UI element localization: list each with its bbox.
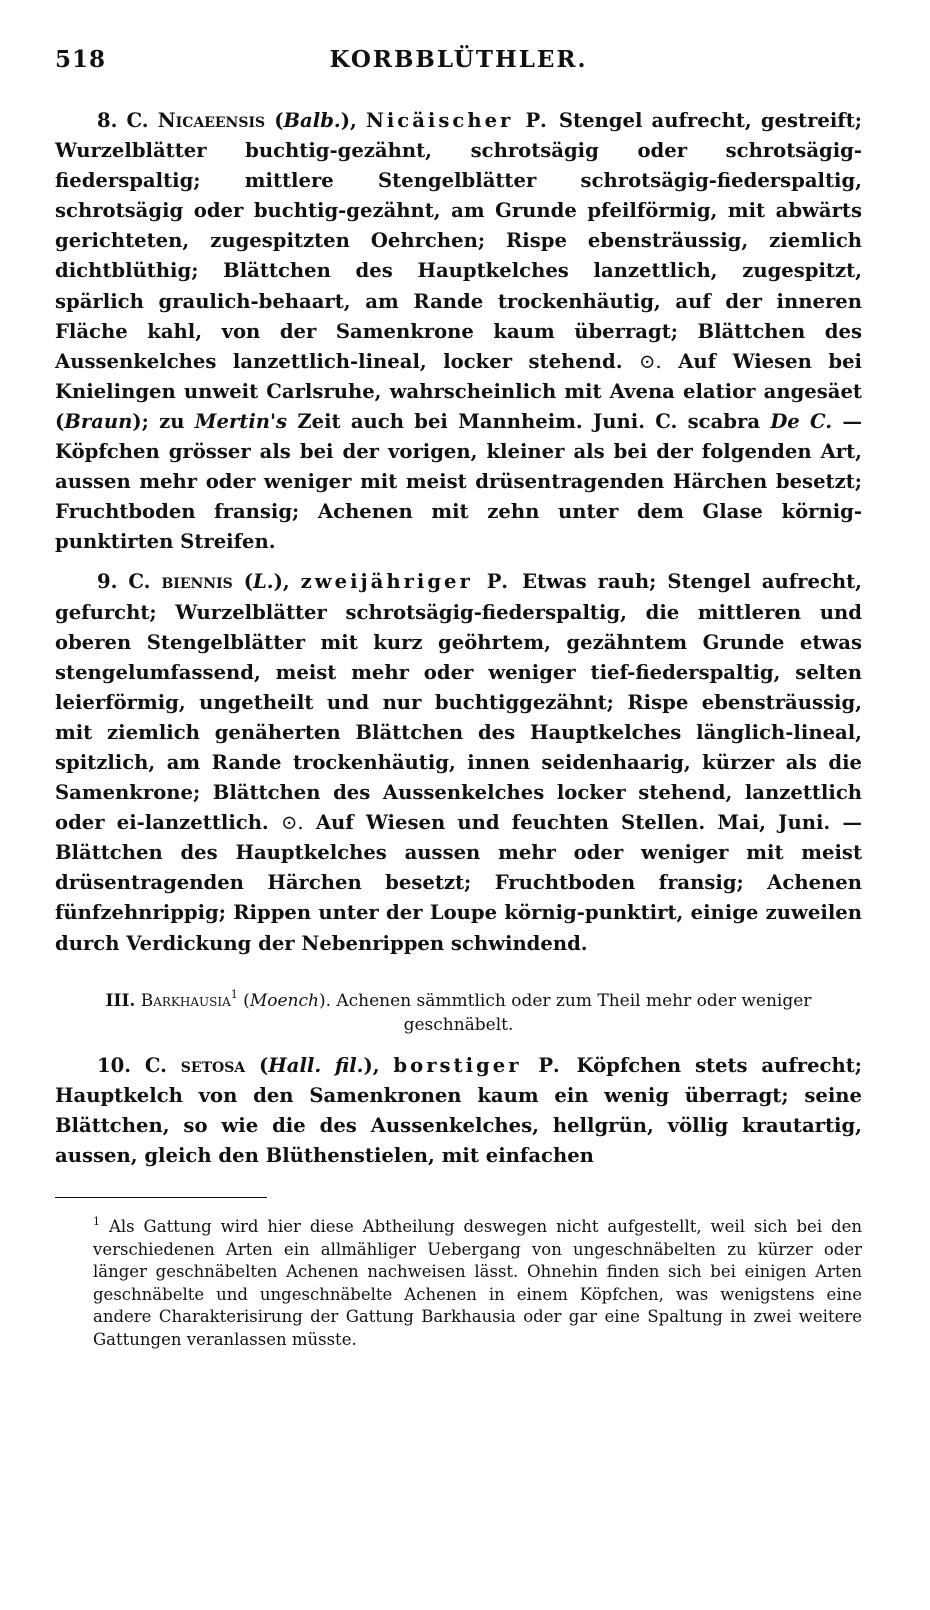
- species-name: setosa: [180, 1053, 246, 1077]
- citation-braun: Braun: [64, 409, 133, 433]
- entry-10-setosa: 10. C. setosa (Hall. fil.), borstiger P. Köpfchen stets aufrecht; Hauptkelch von den Samenkronen kaum ein wenig überragt; seine Blättchen, so wie die des Aussenkelches, hellgrün, völlig krautartig, aussen, gleich den Blüthenstielen, mit einfachen: [55, 1053, 863, 1167]
- page-number: 518: [55, 46, 107, 73]
- footnote-ref: 1: [230, 987, 238, 1001]
- description: Köpfchen stets aufrecht; Hauptkelch von den Samenkronen kaum ein wenig überragt; seine Blättchen, so wie die des Aussenkelches, hellgrün, völlig krautartig, aussen, gleich den Blüthenstielen, mit einfachen: [55, 1053, 863, 1167]
- habitat-cont-2: Zeit auch bei Mannheim. Juni. C. scabra: [297, 409, 761, 433]
- section-name: Barkhausia: [140, 990, 231, 1011]
- citation-mertin: Mertin's: [194, 409, 288, 433]
- habitat-notes: Auf Wiesen und feuchten Stellen. Mai, Juni. — Blättchen des Hauptkelches aussen mehr oder weniger mit meist drüsentragenden Härchen besetzt; Fruchtboden fransig; Achenen fünfzehnrippig; Rippen unter der Loupe körnig-punktirt, einige zuweilen durch Verdickung der Nebenrippen schwindend.: [55, 811, 862, 955]
- page-header: [55, 40, 862, 84]
- notes: — Köpfchen grösser als bei der vorigen, kleiner als bei der folgenden Art, aussen mehr oder weniger mit meist drüsentragenden Härchen besetzt; Fruchtboden fransig; Achenen mit zehn unter dem Glase körnig-punktirten Streifen.: [55, 409, 862, 554]
- entry-9-biennis: 9. C. biennis (L.), zweijähriger P. Etwas rauh; Stengel aufrecht, gefurcht; Wurzelblätter schrotsägig-fiederspaltig, die mittleren und oberen Stengelblätter mit kurz geöhrtem, gezähntem Grunde etwas stengelumfassend, meist mehr oder weniger tief-fiederspaltig, selten leierförmig, ungetheilt und nur buchtiggezähnt; Rispe ebensträussig, mit ziemlich genäherten Blättchen des Hauptkelches länglich-lineal, spitzlich, am Rande trockenhäutig, innen seidenhaarig, kürzer als die Samenkrone; Blättchen des Aussenkelches locker stehend, lanzettlich oder ei-lanzettlich. ⊙. Auf Wiesen und feuchten Stellen. Mai, Juni. — Blättchen des Hauptkelches aussen mehr oder weniger mit meist drüsentragenden Härchen besetzt; Fruchtboden fransig; Achenen fünfzehnrippig; Rippen unter der Loupe körnig-punktirt, einige zuweilen durch Verdickung der Nebenrippen schwindend.: [55, 570, 863, 955]
- description: Stengel aufrecht, gestreift; Wurzelblätter buchtig-gezähnt, schrotsägig oder schrotsägig-fiederspaltig; mittlere Stengelblätter schrotsägig-fiederspaltig, schrotsägig oder buchtig-gezähnt, am Grunde pfeilförmig, mit abwärts gerichteten, zugespitzten Oehrchen; Rispe ebensträussig, ziemlich dichtblüthig; Blättchen des Hauptkelches lanzettlich, zugespitzt, spärlich graulich-behaart, am Rande trockenhäutig, auf der inneren Fläche kahl, von der Samenkrone kaum überragt; Blättchen des Aussenkelches lanzettlich-lineal, locker stehend.: [55, 109, 863, 373]
- section-heading-barkhausia: III. Barkhausia$^1$ (Moench). Achenen sämmtlich oder zum Theil mehr oder weniger geschnäbelt.: [105, 987, 812, 1035]
- section-description: ). Achenen sämmtlich oder zum Theil mehr oder weniger geschnäbelt.: [318, 990, 812, 1035]
- footnote-divider: [55, 1197, 267, 1198]
- entry-number: 10. C.: [97, 1053, 167, 1077]
- species-name: biennis: [161, 570, 233, 594]
- running-title: KORBBLÜTHLER.: [329, 46, 588, 73]
- author: L.: [253, 570, 274, 594]
- section-number: III.: [105, 990, 136, 1011]
- footnote: [55, 1216, 862, 1351]
- common-name: Nicäischer P.: [365, 109, 550, 132]
- habitat-cont: ); zu: [132, 409, 185, 433]
- author: Hall. fil.: [268, 1053, 364, 1077]
- section-author: Moench: [249, 990, 319, 1011]
- habitat: Auf Wiesen bei Knielingen unweit Carlsruhe, wahrscheinlich mit Avena elatior angesäet (: [55, 349, 862, 433]
- biennial-symbol: ⊙.: [639, 349, 662, 373]
- entry-number: 8. C.: [97, 109, 149, 132]
- entry-8-nicaeensis: 8. C. Nicaeensis (Balb.), Nicäischer P. Stengel aufrecht, gestreift; Wurzelblätter buchtig-gezähnt, schrotsägig oder schrotsägig-fiederspaltig; mittlere Stengelblätter schrotsägig-fiederspaltig, schrotsägig oder buchtig-gezähnt, am Grunde pfeilförmig, mit abwärts gerichteten, zugespitzten Oehrchen; Rispe ebensträussig, ziemlich dichtblüthig; Blättchen des Hauptkelches lanzettlich, zugespitzt, spärlich graulich-behaart, am Rande trockenhäutig, auf der inneren Fläche kahl, von der Samenkrone kaum überragt; Blättchen des Aussenkelches lanzettlich-lineal, locker stehend. ⊙. Auf Wiesen bei Knielingen unweit Carlsruhe, wahrscheinlich mit Avena elatior angesäet (Braun); zu Mertin's Zeit auch bei Mannheim. Juni. C. scabra De C. — Köpfchen grösser als bei der vorigen, kleiner als bei der folgenden Art, aussen mehr oder weniger mit meist drüsentragenden Härchen besetzt; Fruchtboden fransig; Achenen mit zehn unter dem Glase körnig-punktirten Streifen.: [55, 109, 863, 554]
- footnote-marker: 1: [93, 1215, 100, 1228]
- species-name: Nicaeensis: [157, 109, 266, 132]
- common-name: zweijähriger P.: [300, 570, 512, 594]
- footnote-text: Als Gattung wird hier diese Abtheilung deswegen nicht aufgestellt, weil sich bei den verschiedenen Arten ein allmähliger Uebergang von ungeschnäbelten zu kürzer oder länger geschnäbelten Achenen nachweisen lässt. Ohnehin finden sich bei einigen Arten geschnäbelte und ungeschnäbelte Achenen in einem Köpfchen, was wenigstens eine andere Charakterisirung der Gattung Barkhausia oder gar eine Spaltung in zwei weitere Gattungen veranlassen müsste.: [93, 1217, 862, 1349]
- entry-number: 9. C.: [97, 570, 151, 594]
- author: Balb.: [283, 109, 341, 132]
- description: Etwas rauh; Stengel aufrecht, gefurcht; Wurzelblätter schrotsägig-fiederspaltig, die mittleren und oberen Stengelblätter mit kurz geöhrtem, gezähntem Grunde etwas stengelumfassend, meist mehr oder weniger tief-fiederspaltig, selten leierförmig, ungetheilt und nur buchtiggezähnt; Rispe ebensträussig, mit ziemlich genäherten Blättchen des Hauptkelches länglich-lineal, spitzlich, am Rande trockenhäutig, innen seidenhaarig, kürzer als die Samenkrone; Blättchen des Aussenkelches locker stehend, lanzettlich oder ei-lanzettlich.: [55, 570, 863, 835]
- common-name: borstiger P.: [393, 1053, 563, 1077]
- citation-decandolle: De C.: [770, 409, 833, 433]
- biennial-symbol: ⊙.: [280, 811, 304, 835]
